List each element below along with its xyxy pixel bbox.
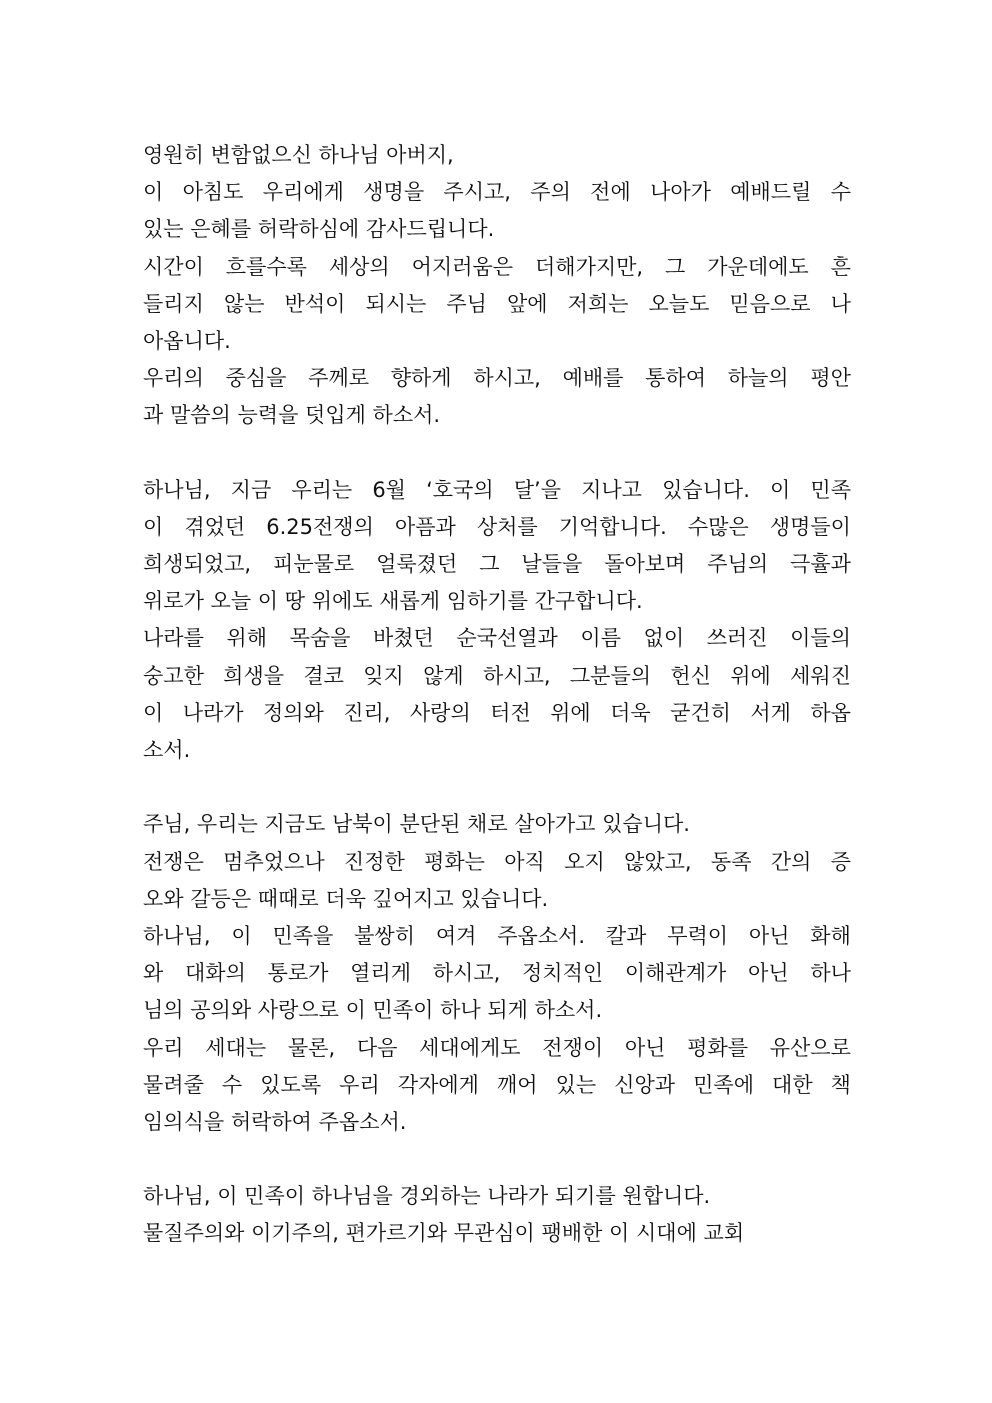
paragraph [143,472,851,770]
text-line: 나라를 위해 목숨을 바쳤던 순국선열과 이름 없이 쓰러진 이들의 [143,626,851,651]
paragraph [143,1178,851,1252]
text-line: 와 대화의 통로가 열리게 하시고, 정치적인 이해관계가 아닌 하나 [143,961,851,986]
text-line: 소서. [143,738,191,762]
text-line: 물질주의와 이기주의, 편가르기와 무관심이 팽배한 이 시대에 교회 [143,1221,745,1246]
text-line: 이 나라가 정의와 진리, 사랑의 터전 위에 더욱 굳건히 서게 하옵 [143,700,851,725]
text-line: 하나님, 이 민족이 하나님을 경외하는 나라가 되기를 원합니다. [143,1184,711,1209]
text-line: 우리의 중심을 주께로 향하게 하시고, 예배를 통하여 하늘의 평안 [143,366,851,391]
text-line: 오와 갈등은 때때로 더욱 깊어지고 있습니다. [143,886,549,911]
text-line: 하나님, 이 민족을 불쌍히 여겨 주옵소서. 칼과 무력이 아닌 화해 [143,923,851,948]
text-line: 우리 세대는 물론, 다음 세대에게도 전쟁이 아닌 평화를 유산으로 [143,1035,851,1060]
text-line: 과 말씀의 능력을 덧입게 하소서. [143,403,441,428]
text-line: 있는 은혜를 허락하심에 감사드립니다. [143,217,495,242]
text-line: 아옵니다. [143,328,231,353]
paragraph [143,806,851,1141]
text-line: 주님, 우리는 지금도 남북이 분단된 채로 살아가고 있습니다. [143,812,690,837]
paragraph-gap [143,769,851,806]
paragraph-gap [143,1141,851,1178]
paragraph [143,137,851,435]
text-line: 희생되었고, 피눈물로 얼룩졌던 그 날들을 돌아보며 주님의 극휼과 [143,552,851,577]
text-line: 전쟁은 멈추었으나 진정한 평화는 아직 오지 않았고, 동족 간의 증 [143,849,851,874]
text-line: 임의식을 허락하여 주옵소서. [143,1109,407,1134]
paragraph-gap [143,435,851,472]
text-line: 님의 공의와 사랑으로 이 민족이 하나 되게 하소서. [143,998,603,1023]
prayer-text [143,137,851,1253]
text-line: 이 겪었던 6.25전쟁의 아픔과 상처를 기억합니다. 수많은 생명들이 [143,514,851,539]
text-line: 위로가 오늘 이 땅 위에도 새롭게 임하기를 간구합니다. [143,589,643,614]
text-line: 영원히 변함없으신 하나님 아버지, [143,143,454,167]
text-line: 물려줄 수 있도록 우리 각자에게 깨어 있는 신앙과 민족에 대한 책 [143,1072,851,1097]
text-line: 하나님, 지금 우리는 6월 ‘호국의 달’을 지나고 있습니다. 이 민족 [143,477,851,502]
text-line: 숭고한 희생을 결코 잊지 않게 하시고, 그분들의 헌신 위에 세워진 [143,663,851,688]
text-line: 이 아침도 우리에게 생명을 주시고, 주의 전에 나아가 예배드릴 수 [143,180,851,205]
text-line: 들리지 않는 반석이 되시는 주님 앞에 저희는 오늘도 믿음으로 나 [143,291,851,316]
text-line: 시간이 흐를수록 세상의 어지러움은 더해가지만, 그 가운데에도 흔 [143,254,851,279]
